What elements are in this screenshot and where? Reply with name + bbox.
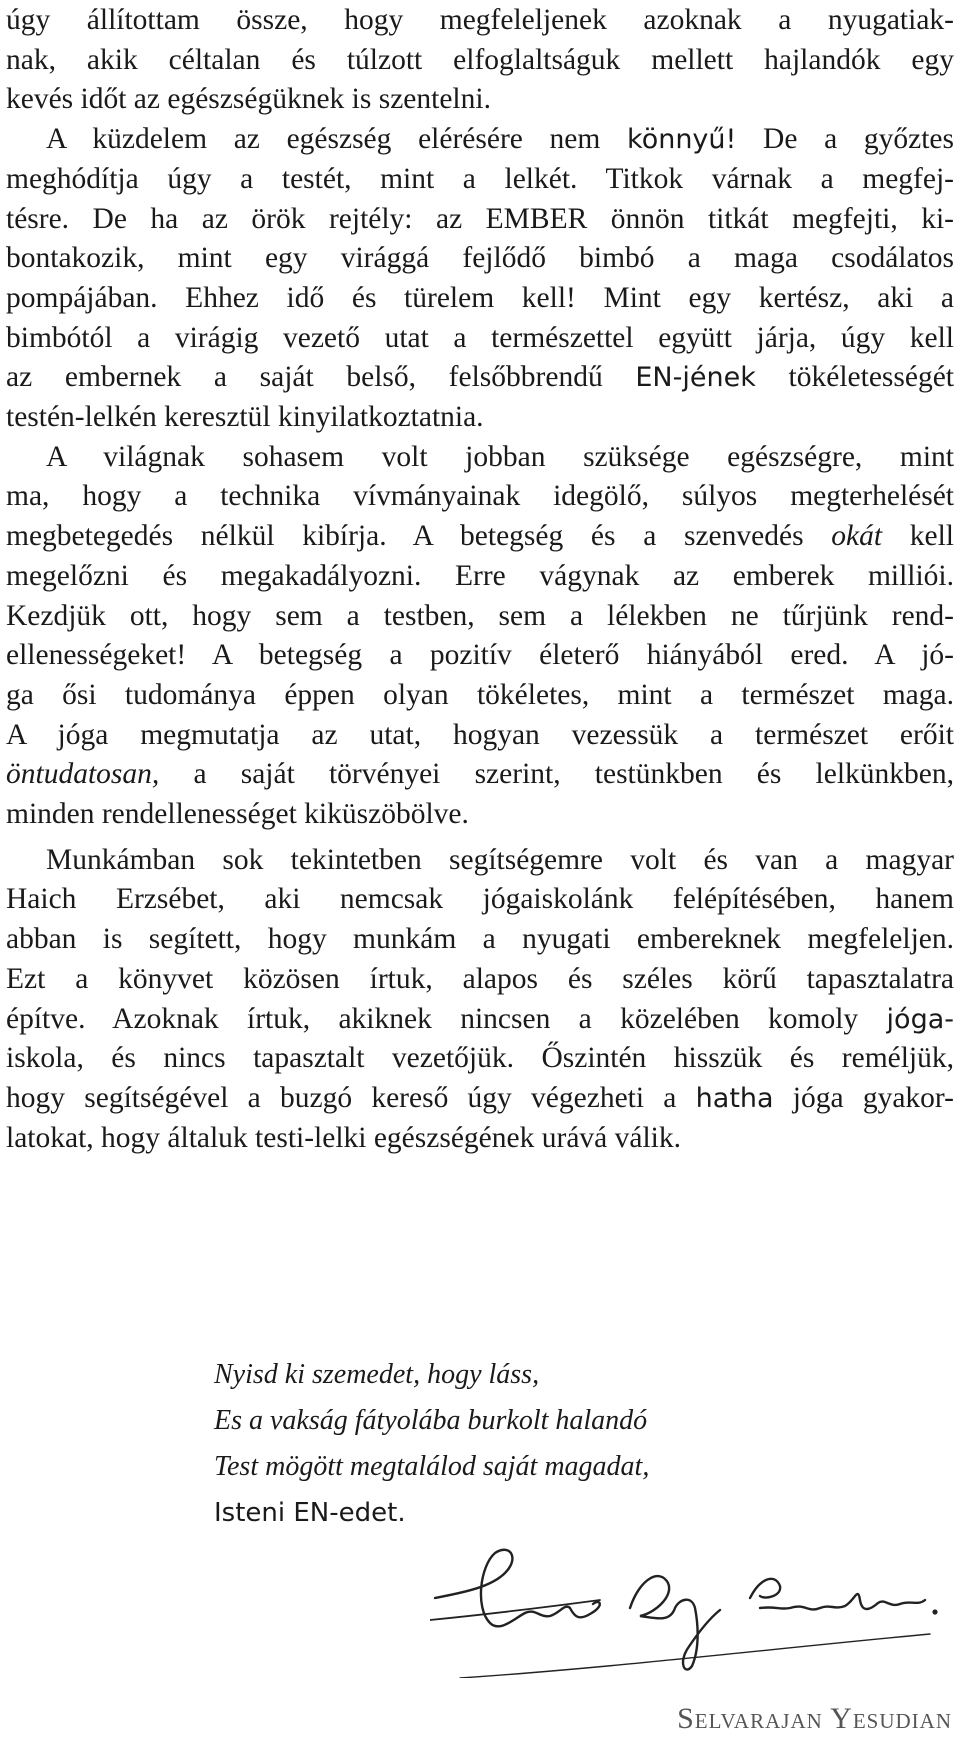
text-line — [46, 840, 954, 880]
signature — [430, 1538, 950, 1678]
poem-line: Isteni EN-edet. — [214, 1498, 406, 1528]
text-line — [6, 794, 954, 834]
text-line — [6, 715, 954, 755]
text-line — [6, 397, 954, 437]
author-name: Selvarajan Yesudian — [677, 1702, 952, 1735]
text-segment: megbetegedés nélkül kibírja. A betegség és a szenvedés — [6, 520, 832, 553]
text-segment: tésre. De ha az örök rejtély: az EMBER önnön titkát megfejti, ki- — [6, 202, 954, 235]
text-line — [6, 199, 954, 239]
text-segment: kell — [882, 520, 954, 553]
text-segment: meghódítja úgy a testét, mint a lelkét. Titkok várnak a megfej- — [6, 162, 954, 195]
poem-line: Es a vakság fátyolába burkolt halandó — [214, 1405, 648, 1436]
text-line — [6, 318, 954, 358]
text-segment: Munkámban sok tekintetben segítségemre volt és van a magyar — [46, 843, 954, 876]
text-segment: hatha — [695, 1082, 774, 1114]
text-line — [6, 357, 954, 398]
text-segment: Kezdjük ott, hogy sem a testben, sem a lélekben ne tűrjünk rend- — [6, 599, 954, 632]
text-segment: öntudatosan, — [6, 758, 160, 791]
text-line — [6, 476, 954, 516]
text-line — [6, 999, 954, 1040]
text-segment: építve. Azoknak írtuk, akiknek nincsen a közelében komoly — [6, 1002, 887, 1035]
text-segment: De a győztes — [736, 123, 954, 156]
text-segment: jóga- — [886, 1003, 954, 1035]
text-segment: ellenességeket! A betegség a pozitív életerő hiányából ered. A jó- — [6, 639, 954, 672]
text-line — [6, 1078, 954, 1119]
text-line — [6, 879, 954, 919]
text-line — [6, 159, 954, 199]
text-line — [6, 919, 954, 959]
text-line — [6, 238, 954, 278]
text-segment: ga ősi tudománya éppen olyan tökéletes, mint a természet maga. — [6, 678, 954, 711]
text-segment: pompájában. Ehhez idő és türelem kell! Mint egy kertész, aki a — [6, 281, 954, 314]
text-line — [6, 1038, 954, 1078]
text-line — [46, 437, 954, 477]
text-segment: minden rendellenességet kiküszöbölve. — [6, 798, 469, 830]
text-segment: a saját törvényei szerint, testünkben és lelkünkben, — [159, 758, 954, 791]
text-line — [6, 40, 954, 80]
text-segment: nak, akik céltalan és túlzott elfoglaltságuk mellett hajlandók egy — [6, 43, 954, 76]
text-segment: megelőzni és megakadályozni. Erre vágynak az emberek milliói. — [6, 559, 954, 592]
text-line — [6, 556, 954, 596]
text-segment: hogy segítségével a buzgó kereső úgy végezheti a — [6, 1081, 696, 1114]
text-segment: jóga gyakor- — [773, 1081, 954, 1114]
text-segment: ma, hogy a technika vívmányainak idegölő, súlyos megterhelését — [6, 480, 954, 513]
text-line — [6, 278, 954, 318]
text-line — [6, 754, 954, 794]
text-line — [6, 79, 954, 119]
text-segment: úgy állítottam össze, hogy megfeleljenek azoknak a nyugatiak- — [6, 4, 954, 36]
text-segment: EN-jének — [635, 362, 756, 394]
text-segment: Haich Erzsébet, aki nemcsak jógaiskolánk felépítésében, hanem — [6, 883, 954, 916]
poem-line: Nyisd ki szemedet, hogy láss, — [214, 1359, 540, 1390]
text-segment: testén-lelkén keresztül kinyilatkoztatnia. — [6, 401, 484, 433]
text-segment: bimbótól a virágig vezető utat a természettel együtt járja, úgy kell — [6, 321, 954, 354]
text-segment: Ezt a könyvet közösen írtuk, alapos és széles körű tapasztalatra — [6, 962, 954, 995]
text-line — [46, 119, 954, 160]
text-line — [6, 516, 954, 556]
text-segment: okát — [831, 520, 883, 553]
text-segment: A világnak sohasem volt jobban szüksége egészségre, mint — [46, 440, 954, 473]
text-segment: latokat, hogy általuk testi-lelki egészségének urává válik. — [6, 1121, 681, 1154]
text-segment: kevés időt az egészségüknek is szentelni. — [6, 83, 491, 116]
text-segment: az embernek a saját belső, felsőbbrendű — [6, 361, 636, 394]
text-segment: könnyű! — [627, 124, 737, 156]
text-line — [6, 1118, 954, 1158]
text-segment: abban is segített, hogy munkám a nyugati embereknek megfeleljen. — [6, 923, 954, 956]
text-segment: tökéletességét — [755, 361, 955, 394]
text-line — [6, 635, 954, 675]
poem-line: Test mögött megtalálod saját magadat, — [214, 1451, 650, 1482]
text-line — [6, 0, 954, 40]
text-segment: iskola, és nincs tapasztalt vezetőjük. Őszintén hisszük és reméljük, — [6, 1042, 954, 1075]
text-segment: A jóga megmutatja az utat, hogyan vezessük a természet erőit — [6, 718, 954, 751]
text-line — [6, 959, 954, 999]
text-segment: A küzdelem az egészség elérésére nem — [46, 123, 628, 156]
text-segment: bontakozik, mint egy virággá fejlődő bimbó a maga csodálatos — [6, 242, 954, 275]
text-line — [6, 675, 954, 715]
text-line — [6, 596, 954, 636]
